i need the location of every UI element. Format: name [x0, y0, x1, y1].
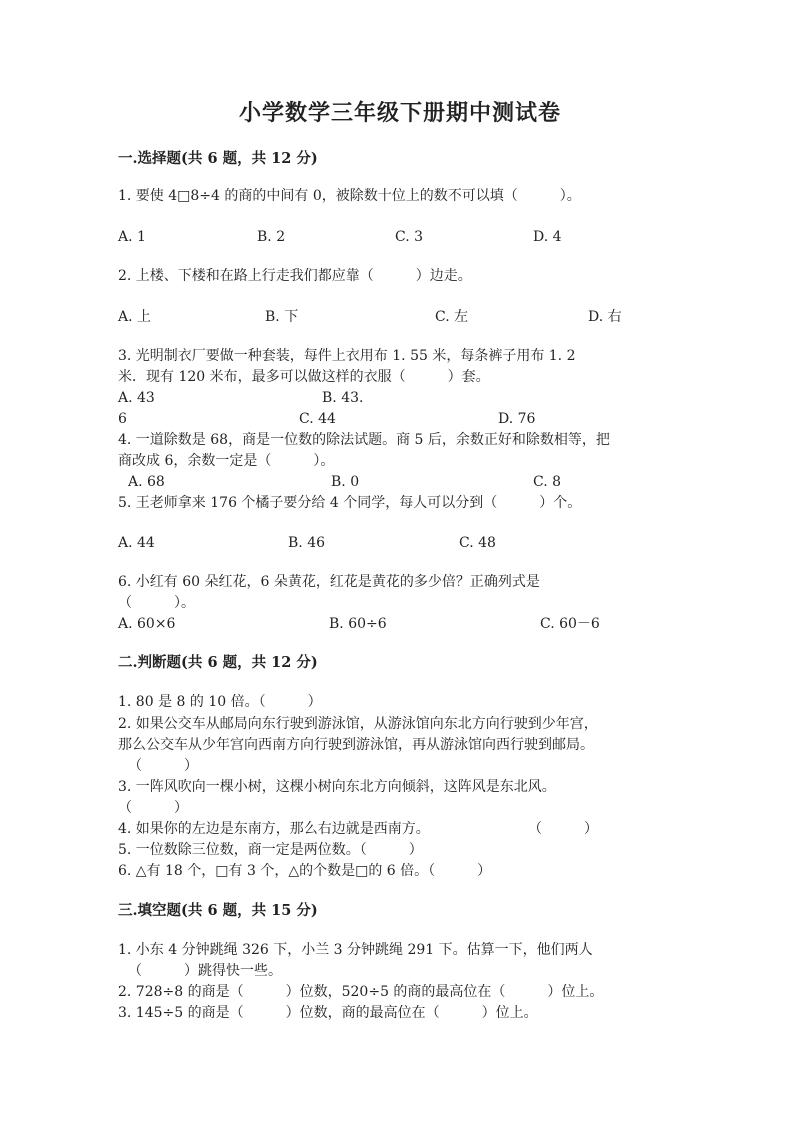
choice-q6-option-b: B. 60÷6	[329, 616, 387, 632]
fill-q3: 3. 145÷5 的商是（ ）位数，商的最高位在（ ）位上。	[118, 1005, 538, 1021]
choice-q3-option-c: C. 44	[299, 411, 336, 427]
judge-q1: 1. 80 是 8 的 10 倍。（ ）	[118, 694, 322, 710]
choice-q5-option-c: C. 48	[459, 535, 496, 551]
choice-q3-option-d: D. 76	[498, 411, 536, 427]
choice-q3-option-b: B. 43.	[322, 390, 364, 406]
choice-q4-option-c: C. 8	[533, 474, 562, 490]
choice-q1-option-b: B. 2	[257, 229, 286, 245]
choice-q2-stem: 2. 上楼、下楼和在路上行走我们都应靠（ ）边走。	[118, 268, 472, 284]
choice-q5-stem: 5. 王老师拿来 176 个橘子要分给 4 个同学，每人可以分到（ ）个。	[118, 495, 582, 511]
choice-q4-option-b: B. 0	[331, 474, 360, 490]
section-header-judge: 二.判断题(共 6 题，共 12 分)	[118, 654, 318, 671]
choice-q2-option-b: B. 下	[265, 309, 299, 325]
choice-q6-option-c: C. 60－6	[540, 616, 600, 632]
section-header-choice: 一.选择题(共 6 题，共 12 分)	[118, 150, 318, 167]
judge-q4: 4. 如果你的左边是东南方，那么右边就是西南方。	[118, 821, 430, 837]
fill-q1-line1: 1. 小东 4 分钟跳绳 326 下，小兰 3 分钟跳绳 291 下。估算一下，他们两人	[118, 942, 593, 958]
judge-q3-line2: （ ）	[118, 800, 188, 816]
choice-q3-option-b-cont: 6	[118, 411, 127, 427]
judge-q2-line1: 2. 如果公交车从邮局向东行驶到游泳馆，从游泳馆向东北方向行驶到少年宫，	[118, 716, 598, 732]
section-header-fill: 三.填空题(共 6 题，共 15 分)	[118, 902, 318, 919]
fill-q1-line2: （ ）跳得快一些。	[128, 963, 282, 979]
choice-q1-option-d: D. 4	[533, 229, 562, 245]
choice-q5-option-a: A. 44	[118, 535, 155, 551]
choice-q4-stem-line2: 商改成 6，余数一定是（ ）。	[118, 453, 335, 469]
choice-q3-stem-line1: 3. 光明制衣厂要做一种套装，每件上衣用布 1. 55 米，每条裤子用布 1. 2	[118, 348, 576, 364]
choice-q1-option-a: A. 1	[118, 229, 146, 245]
judge-q2-line3: （ ）	[128, 758, 198, 774]
judge-q5: 5. 一位数除三位数，商一定是两位数。（ ）	[118, 842, 423, 858]
choice-q6-option-a: A. 60×6	[118, 616, 176, 632]
choice-q5-option-b: B. 46	[288, 535, 326, 551]
choice-q6-stem-line1: 6. 小红有 60 朵红花，6 朵黄花，红花是黄花的多少倍？正确列式是	[118, 574, 540, 590]
choice-q4-stem-line1: 4. 一道除数是 68，商是一位数的除法试题。商 5 后，余数正好和除数相等，把	[118, 432, 610, 448]
choice-q2-option-d: D. 右	[588, 309, 622, 325]
judge-q4-blank: （ ）	[528, 821, 598, 837]
judge-q3-line1: 3. 一阵风吹向一棵小树，这棵小树向东北方向倾斜，这阵风是东北风。	[118, 779, 556, 795]
choice-q1-stem: 1. 要使 4□8÷4 的商的中间有 0，被除数十位上的数不可以填（ ）。	[118, 188, 581, 204]
choice-q6-stem-line2: （ ）。	[118, 595, 195, 611]
choice-q2-option-a: A. 上	[118, 309, 152, 325]
choice-q1-option-c: C. 3	[395, 229, 424, 245]
judge-q2-line2: 那么公交车从少年宫向西南方向行驶到游泳馆，再从游泳馆向西行驶到邮局。	[118, 737, 594, 753]
choice-q2-option-c: C. 左	[435, 309, 469, 325]
page-title: 小学数学三年级下册期中测试卷	[238, 100, 561, 126]
choice-q3-stem-line2: 米．现有 120 米布，最多可以做这样的衣服（ ）套。	[118, 369, 490, 385]
choice-q4-option-a: A. 68	[128, 474, 165, 490]
judge-q6: 6. △有 18 个，□有 3 个，△的个数是□的 6 倍。（ ）	[118, 863, 492, 879]
choice-q3-option-a: A. 43	[118, 390, 155, 406]
fill-q2: 2. 728÷8 的商是（ ）位数，520÷5 的商的最高位在（ ）位上。	[118, 984, 604, 1000]
